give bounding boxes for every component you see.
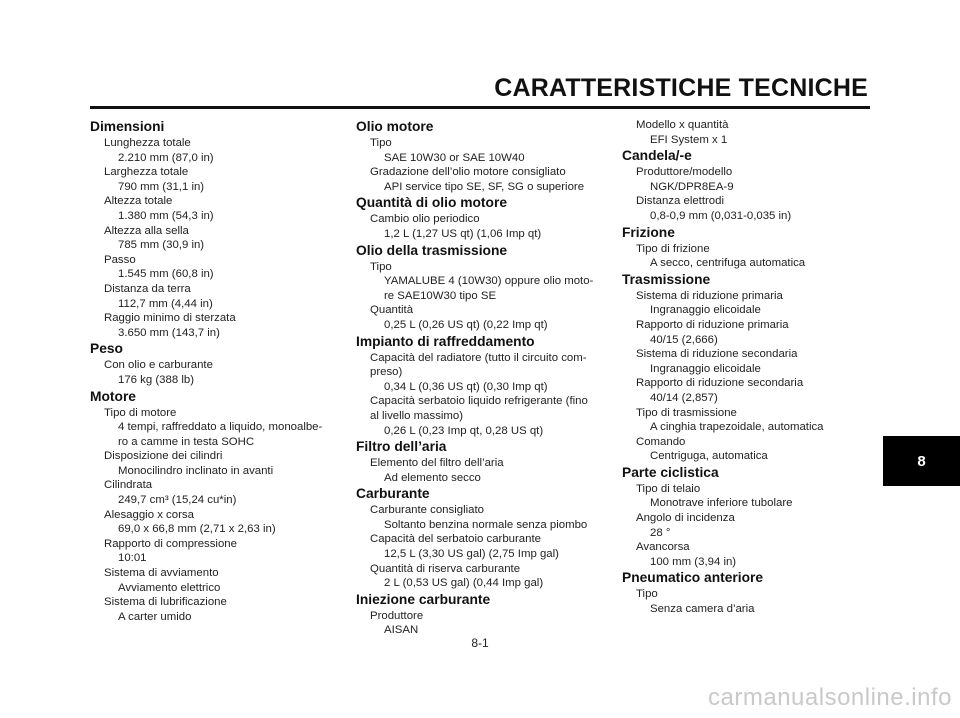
spec-value: Monocilindro inclinato in avanti bbox=[118, 464, 274, 477]
spec-label: Capacità del radiatore (tutto il circuito com- bbox=[370, 351, 587, 364]
spec-label: Elemento del filtro dell’aria bbox=[370, 457, 504, 470]
spec-column-2 bbox=[356, 118, 606, 638]
page-number: 8-1 bbox=[471, 636, 489, 650]
spec-label: Tipo bbox=[370, 137, 392, 149]
spec-value: 12,5 L (3,30 US gal) (2,75 Imp gal) bbox=[384, 548, 559, 561]
spec-value-continued: re SAE10W30 tipo SE bbox=[384, 289, 497, 302]
spec-value: SAE 10W30 or SAE 10W40 bbox=[384, 151, 525, 164]
spec-value: Ingranaggio elicoidale bbox=[650, 304, 761, 317]
spec-column-3 bbox=[622, 118, 872, 617]
spec-label: Tipo di telaio bbox=[636, 482, 701, 495]
spec-label: Rapporto di riduzione primaria bbox=[636, 318, 789, 331]
spec-label: Sistema di lubrificazione bbox=[104, 596, 227, 609]
spec-value: A carter umido bbox=[118, 610, 192, 623]
spec-value: 1.380 mm (54,3 in) bbox=[118, 209, 214, 222]
spec-label: Quantità bbox=[370, 304, 414, 317]
spec-label: Tipo di frizione bbox=[636, 242, 710, 255]
spec-label: Distanza elettrodi bbox=[636, 195, 725, 208]
spec-value: 112,7 mm (4,44 in) bbox=[118, 297, 213, 310]
section-title: Motore bbox=[90, 388, 136, 404]
section-title: Pneumatico anteriore bbox=[622, 570, 764, 586]
spec-value: 0,34 L (0,36 US qt) (0,30 Imp qt) bbox=[384, 380, 548, 393]
spec-value: 69,0 x 66,8 mm (2,71 x 2,63 in) bbox=[118, 523, 276, 536]
spec-value: A cinghia trapezoidale, automatica bbox=[650, 421, 824, 434]
spec-label: Sistema di avviamento bbox=[104, 567, 219, 580]
spec-value: 0,25 L (0,26 US qt) (0,22 Imp qt) bbox=[384, 318, 548, 331]
spec-value: 1.545 mm (60,8 in) bbox=[118, 268, 214, 281]
spec-label: Cambio olio periodico bbox=[370, 213, 480, 226]
spec-label: Tipo di trasmissione bbox=[636, 406, 737, 419]
spec-value: A secco, centrifuga automatica bbox=[650, 257, 806, 270]
spec-value: 785 mm (30,9 in) bbox=[118, 239, 205, 252]
spec-value: 790 mm (31,1 in) bbox=[118, 180, 205, 193]
spec-label: Tipo bbox=[370, 260, 392, 273]
section-title: Parte ciclistica bbox=[622, 464, 719, 480]
spec-value: 28 ° bbox=[650, 526, 671, 539]
spec-label: Rapporto di riduzione secondaria bbox=[636, 377, 804, 390]
spec-value: YAMALUBE 4 (10W30) oppure olio moto- bbox=[384, 275, 594, 288]
spec-label: Passo bbox=[104, 253, 136, 266]
spec-label: Comando bbox=[636, 435, 686, 448]
spec-value: Ad elemento secco bbox=[384, 471, 481, 484]
spec-label: Sistema di riduzione primaria bbox=[636, 289, 783, 302]
spec-label: Produttore bbox=[370, 609, 424, 622]
section-title: Olio motore bbox=[356, 119, 434, 134]
spec-label: Modello x quantità bbox=[636, 119, 729, 131]
section-title: Peso bbox=[90, 341, 123, 357]
section-title: Frizione bbox=[622, 224, 675, 240]
spec-label: Capacità serbatoio liquido refrigerante (fino bbox=[370, 395, 588, 408]
spec-label: Rapporto di compressione bbox=[104, 537, 237, 550]
chapter-tab[interactable] bbox=[883, 436, 960, 486]
spec-value: NGK/DPR8EA-9 bbox=[650, 180, 734, 193]
section-title: Carburante bbox=[356, 486, 430, 502]
spec-value: 0,8-0,9 mm (0,031-0,035 in) bbox=[650, 209, 792, 222]
section-title: Quantità di olio motore bbox=[356, 195, 507, 211]
watermark: carmanualsonline.info bbox=[708, 684, 952, 711]
spec-label: Tipo di motore bbox=[104, 406, 177, 419]
spec-value: 40/14 (2,857) bbox=[650, 391, 718, 404]
spec-label: Capacità del serbatoio carburante bbox=[370, 533, 541, 546]
spec-label: Avancorsa bbox=[636, 541, 690, 554]
spec-value: Soltanto benzina normale senza piombo bbox=[384, 518, 588, 531]
spec-value: 4 tempi, raffreddato a liquido, monoalbe- bbox=[118, 421, 323, 434]
spec-value: 249,7 cm³ (15,24 cu*in) bbox=[118, 494, 237, 507]
spec-value: 40/15 (2,666) bbox=[650, 333, 718, 346]
spec-value: 176 kg (388 lb) bbox=[118, 373, 194, 386]
section-title: Candela/-e bbox=[622, 148, 692, 164]
spec-label: Altezza alla sella bbox=[104, 224, 189, 237]
section-title: Trasmissione bbox=[622, 271, 711, 287]
spec-value: 0,26 L (0,23 Imp qt, 0,28 US qt) bbox=[384, 424, 544, 437]
spec-value-continued: ro a camme in testa SOHC bbox=[118, 435, 255, 448]
spec-value: 1,2 L (1,27 US qt) (1,06 Imp qt) bbox=[384, 227, 542, 240]
spec-label: Sistema di riduzione secondaria bbox=[636, 348, 798, 361]
spec-label: Cilindrata bbox=[104, 479, 153, 492]
spec-label: Altezza totale bbox=[104, 195, 173, 208]
spec-label: Carburante consigliato bbox=[370, 504, 484, 517]
spec-value: Ingranaggio elicoidale bbox=[650, 362, 761, 375]
spec-value: 2.210 mm (87,0 in) bbox=[118, 151, 214, 164]
spec-value: API service tipo SE, SF, SG o superiore bbox=[384, 180, 585, 193]
spec-value: Centriguga, automatica bbox=[650, 450, 768, 463]
spec-label: Raggio minimo di sterzata bbox=[104, 312, 236, 325]
spec-label: Gradazione dell’olio motore consigliato bbox=[370, 166, 566, 179]
spec-value: 100 mm (3,94 in) bbox=[650, 555, 737, 568]
spec-value: AISAN bbox=[384, 624, 419, 637]
title-rule bbox=[90, 106, 870, 109]
spec-label: Quantità di riserva carburante bbox=[370, 562, 521, 575]
spec-value: EFI System x 1 bbox=[650, 133, 728, 146]
spec-label-continued: preso) bbox=[370, 366, 403, 379]
spec-label: Produttore/modello bbox=[636, 166, 733, 179]
section-title: Impianto di raffreddamento bbox=[356, 333, 535, 349]
spec-label: Larghezza totale bbox=[104, 166, 189, 179]
spec-label-continued: al livello massimo) bbox=[370, 409, 464, 422]
spec-column-1 bbox=[90, 118, 340, 624]
spec-label: Distanza da terra bbox=[104, 282, 191, 295]
spec-value: Monotrave inferiore tubolare bbox=[650, 497, 793, 510]
spec-value: Avviamento elettrico bbox=[118, 581, 221, 594]
spec-value: 2 L (0,53 US gal) (0,44 Imp gal) bbox=[384, 577, 544, 590]
chapter-tab-label: 8 bbox=[917, 452, 926, 470]
spec-value: 10:01 bbox=[118, 552, 147, 565]
spec-label: Lunghezza totale bbox=[104, 137, 191, 149]
section-title: Dimensioni bbox=[90, 119, 165, 134]
spec-label: Angolo di incidenza bbox=[636, 512, 735, 525]
section-title: Filtro dell’aria bbox=[356, 439, 447, 455]
spec-value: Senza camera d’aria bbox=[650, 603, 755, 616]
spec-label: Disposizione dei cilindri bbox=[104, 450, 223, 463]
page-title: CARATTERISTICHE TECNICHE bbox=[494, 74, 868, 102]
spec-value: 3.650 mm (143,7 in) bbox=[118, 326, 220, 339]
spec-label: Tipo bbox=[636, 588, 658, 601]
spec-label: Con olio e carburante bbox=[104, 359, 213, 372]
section-title: Iniezione carburante bbox=[356, 591, 491, 607]
spec-label: Alesaggio x corsa bbox=[104, 508, 194, 521]
section-title: Olio della trasmissione bbox=[356, 242, 508, 258]
